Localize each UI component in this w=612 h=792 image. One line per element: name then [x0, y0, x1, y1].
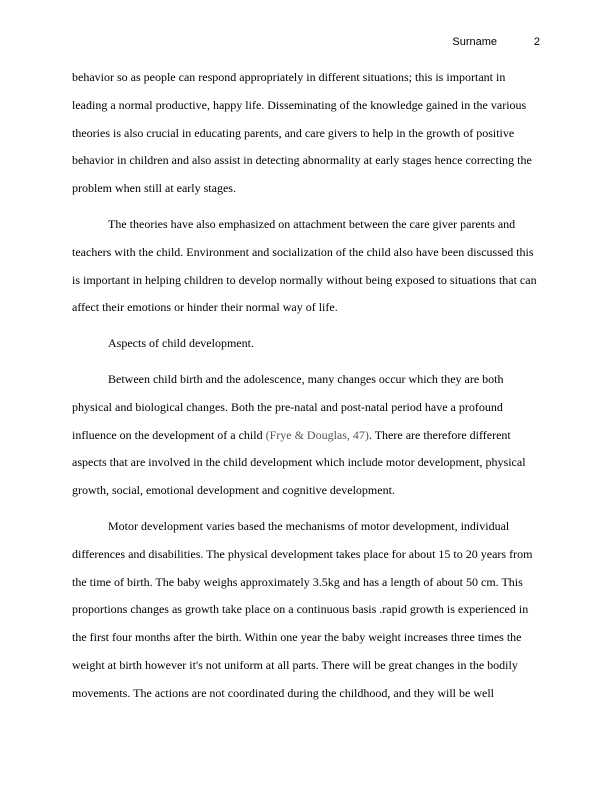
paragraph-text-after-citation: . There are therefore different aspects that are involved in the child development which include motor development, physical growth, social, emotional development and cognitive development. [72, 427, 526, 498]
header-surname: Surname [452, 36, 497, 48]
citation: (Frye & Douglas, 47) [265, 427, 369, 442]
paragraph-continuation: behavior so as people can respond appropriately in different situations; this is important in leading a normal productive, happy life. Disseminating of the knowledge gained in the various theories is also crucial in educating parents, and care givers to help in the growth of positive behavior in children and also assist in detecting abnormality at early stages hence correcting the problem when still at early stages. [72, 70, 532, 196]
section-heading-aspects: Aspects of child development. [108, 336, 254, 351]
page-number: 2 [533, 36, 540, 48]
page-header [0, 36, 612, 52]
document-body [72, 64, 540, 716]
paragraph-motor-development: Motor development varies based the mechanisms of motor development, individual differences and disabilities. The physical development takes place for about 15 to 20 years from the time of birth. The baby weighs approximately 3.5kg and has a length of about 50 cm. This proportions changes as growth take place on a continuous basis .rapid growth is experienced in the first four months after the birth. Within one year the baby weight increases three times the weight at birth however it's not uniform at all parts. There will be great changes in the bodily movements. The actions are not coordinated during the childhood, and they will be well [72, 518, 533, 700]
paragraph-child-birth [72, 366, 540, 505]
paragraph-text-before-citation: Between child birth and the adolescence, many changes occur which they are both physical and biological changes. Both the pre-natal and post-natal period have a profound influence on the development of a child [72, 371, 504, 442]
paragraph-theories: The theories have also emphasized on attachment between the care giver parents and teachers with the child. Environment and socialization of the child also have been discussed this is important in helping children to develop normally without being exposed to situations that can affect their emotions or hinder their normal way of life. [72, 216, 537, 315]
